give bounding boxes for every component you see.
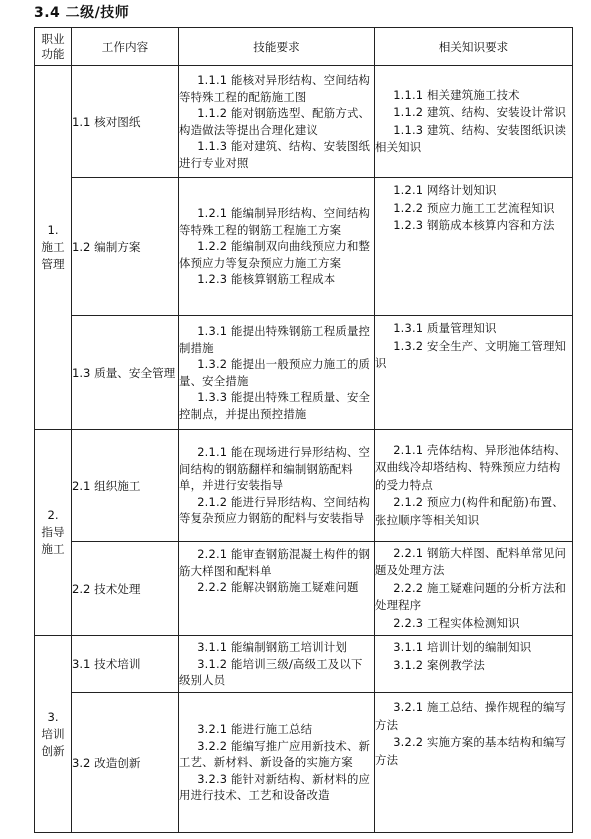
skill-item: 3.2.2 能编写推广应用新技术、新工艺、新材料、新设备的实施方案 bbox=[179, 738, 371, 770]
skill-item: 3.1.1 能编制钢筋工培训计划 bbox=[197, 640, 347, 655]
skill-item: 1.1.2 能对钢筋选型、配筋方式、构造做法等提出合理化建议 bbox=[179, 106, 371, 137]
skills-cell bbox=[179, 542, 375, 636]
function-cell bbox=[35, 66, 72, 430]
header-knowledge-requirements: 相关知识要求 bbox=[375, 28, 573, 66]
skill-item: 3.2.3 能针对新结构、新材料的应用进行技术、工艺和设备改造 bbox=[179, 771, 371, 803]
skill-item: 1.1.3 能对建筑、结构、安装图纸进行专业对照 bbox=[179, 139, 371, 170]
knowledge-item: 3.2.2 实施方案的基本结构和编写方法 bbox=[375, 735, 567, 767]
function-label: 1. 施工 管理 bbox=[41, 223, 65, 271]
skills-table bbox=[34, 27, 573, 833]
header-function-label: 职业 功能 bbox=[41, 31, 65, 61]
skills-cell bbox=[179, 178, 375, 316]
knowledge-item: 2.2.2 施工疑难问题的分析方法和处理程序 bbox=[375, 580, 567, 613]
skills-cell bbox=[179, 316, 375, 430]
work-content-cell: 3.2 改造创新 bbox=[72, 693, 179, 833]
table-row bbox=[35, 178, 573, 316]
table-row bbox=[35, 316, 573, 430]
knowledge-item: 1.1.3 建筑、结构、安装图纸识读相关知识 bbox=[375, 122, 567, 154]
header-work-content: 工作内容 bbox=[72, 28, 179, 66]
knowledge-item: 1.2.3 钢筋成本核算内容和方法 bbox=[393, 218, 555, 232]
knowledge-item: 3.1.1 培训计划的编制知识 bbox=[393, 640, 532, 654]
knowledge-cell bbox=[375, 542, 573, 636]
knowledge-cell bbox=[375, 693, 573, 833]
table-row bbox=[35, 542, 573, 636]
knowledge-item: 2.2.1 钢筋大样图、配料单常见问题及处理方法 bbox=[375, 545, 567, 578]
work-content-cell: 1.3 质量、安全管理 bbox=[72, 316, 179, 430]
work-content-cell: 3.1 技术培训 bbox=[72, 636, 179, 693]
knowledge-item: 3.2.1 施工总结、操作规程的编写方法 bbox=[375, 700, 567, 732]
skill-item: 1.2.2 能编制双向曲线预应力和整体预应力等复杂预应力施工方案 bbox=[179, 239, 371, 270]
work-content-cell: 1.1 核对图纸 bbox=[72, 66, 179, 178]
function-cell bbox=[35, 636, 72, 833]
skills-cell bbox=[179, 66, 375, 178]
knowledge-item: 2.1.1 壳体结构、异形池体结构、双曲线冷却塔结构、特殊预应力结构的受力特点 bbox=[375, 442, 567, 492]
table-row bbox=[35, 430, 573, 542]
skill-item: 2.1.1 能在现场进行异形结构、空间结构的钢筋翻样和编制钢筋配料单，并进行安装指导 bbox=[179, 445, 371, 493]
header-function bbox=[35, 28, 72, 66]
table-row bbox=[35, 636, 573, 693]
skill-item: 1.1.1 能核对异形结构、空间结构等特殊工程的配筋施工图 bbox=[179, 73, 371, 104]
work-content-cell: 2.2 技术处理 bbox=[72, 542, 179, 636]
table-row bbox=[35, 693, 573, 833]
skill-item: 2.2.2 能解决钢筋施工疑难问题 bbox=[197, 580, 359, 594]
skill-item: 1.3.2 能提出一般预应力施工的质量、安全措施 bbox=[179, 357, 371, 388]
table-row bbox=[35, 66, 573, 178]
header-skill-requirements: 技能要求 bbox=[179, 28, 375, 66]
skills-cell bbox=[179, 636, 375, 693]
skill-item: 1.2.3 能核算钢筋工程成本 bbox=[197, 272, 336, 287]
table-header-row bbox=[35, 28, 573, 66]
skill-item: 1.3.1 能提出特殊钢筋工程质量控制措施 bbox=[179, 324, 371, 355]
function-label: 2. 指导 施工 bbox=[41, 508, 65, 556]
function-cell bbox=[35, 430, 72, 636]
function-label: 3. 培训 创新 bbox=[41, 709, 65, 758]
knowledge-cell bbox=[375, 636, 573, 693]
work-content-cell: 1.2 编制方案 bbox=[72, 178, 179, 316]
skill-item: 1.2.1 能编制异形结构、空间结构等特殊工程的钢筋工程施工方案 bbox=[179, 206, 371, 237]
knowledge-item: 2.2.3 工程实体检测知识 bbox=[393, 615, 520, 630]
skill-item: 1.3.3 能提出特殊工程质量、安全控制点，并提出预控措施 bbox=[179, 390, 371, 421]
knowledge-item: 1.2.2 预应力施工工艺流程知识 bbox=[393, 200, 555, 215]
skill-item: 3.1.2 能培训三级/高级工及以下级别人员 bbox=[179, 656, 363, 688]
skill-item: 3.2.1 能进行施工总结 bbox=[197, 722, 313, 737]
knowledge-cell bbox=[375, 316, 573, 430]
knowledge-item: 1.3.1 质量管理知识 bbox=[393, 321, 497, 335]
knowledge-cell bbox=[375, 66, 573, 178]
skills-cell bbox=[179, 430, 375, 542]
knowledge-item: 1.1.1 相关建筑施工技术 bbox=[393, 87, 520, 102]
skills-cell bbox=[179, 693, 375, 833]
knowledge-cell bbox=[375, 178, 573, 316]
knowledge-cell bbox=[375, 430, 573, 542]
knowledge-item: 1.1.2 建筑、结构、安装设计常识 bbox=[393, 105, 567, 119]
skill-item: 2.2.1 能审查钢筋混凝土构件的钢筋大样图和配料单 bbox=[179, 547, 371, 578]
knowledge-item: 1.2.1 网络计划知识 bbox=[393, 183, 497, 197]
skill-item: 2.1.2 能进行异形结构、空间结构等复杂预应力钢筋的配料与安装指导 bbox=[179, 494, 371, 526]
knowledge-item: 1.3.2 安全生产、文明施工管理知识 bbox=[375, 338, 567, 370]
work-content-cell: 2.1 组织施工 bbox=[72, 430, 179, 542]
knowledge-item: 2.1.2 预应力(构件和配筋)布置、张拉顺序等相关知识 bbox=[375, 495, 564, 527]
knowledge-item: 3.1.2 案例教学法 bbox=[393, 657, 485, 672]
section-title: 3.4 二级/技师 bbox=[34, 5, 130, 21]
